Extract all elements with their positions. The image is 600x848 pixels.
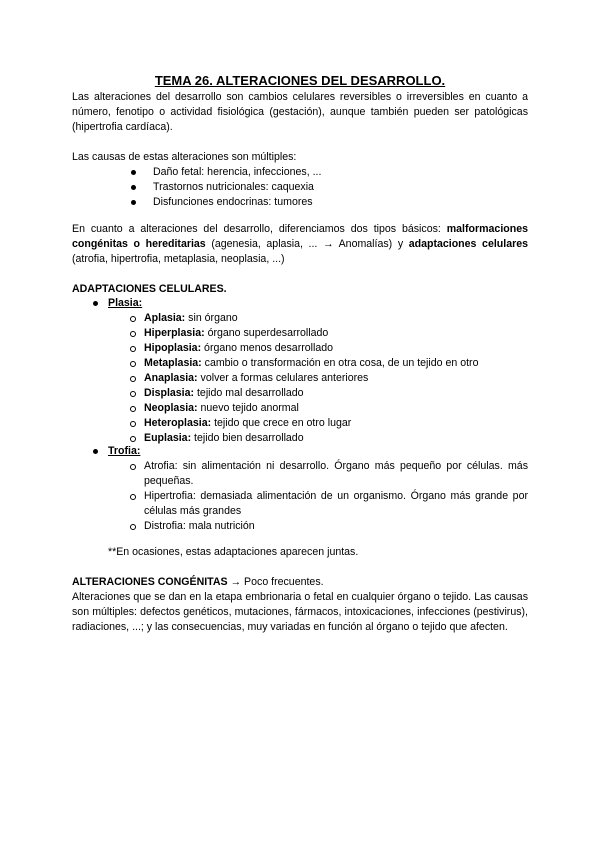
term-label: Hiperplasia: (144, 327, 205, 339)
list-item: Trastornos nutricionales: caquexia (72, 180, 528, 195)
list-item: Plasia: (72, 296, 528, 311)
term-description: órgano menos desarrollado (201, 342, 334, 354)
term-description: tejido mal desarrollado (194, 387, 304, 399)
causes-intro: Las causas de estas alteraciones son múltiples: (72, 151, 297, 163)
intro-paragraph: Las alteraciones del desarrollo son cambios celulares reversibles o irreversibles en cuanto a número, fenotipo o actividad fisiológica (gestación), aunque también pueden ser patológicas (hipertrofia cardíaca). (72, 91, 528, 133)
list-item: Daño fetal: herencia, infecciones, ... (72, 165, 528, 180)
circle-bullet-icon (130, 494, 136, 500)
list-item (72, 341, 528, 356)
term-description: sin órgano (185, 312, 238, 324)
list-item (72, 386, 528, 401)
plasia-section (72, 296, 528, 446)
circle-bullet-icon (130, 421, 136, 427)
section-heading-adaptaciones: ADAPTACIONES CELULARES. (72, 283, 227, 295)
term-label: Heteroplasia: (144, 417, 212, 429)
bold-term: malformaciones congénitas o hereditarias (72, 223, 528, 250)
circle-bullet-icon (130, 316, 136, 322)
term-description: tejido bien desarrollado (191, 432, 304, 444)
circle-bullet-icon (130, 524, 136, 530)
bullet-icon (93, 301, 98, 306)
types-paragraph: En cuanto a alteraciones del desarrollo, diferenciamos dos tipos básicos: malformaciones congénitas o hereditarias (agenesia, aplasia, ... → Anomalías) y adaptaciones celulares (atrofia, hipertrofia, metaplasia, neoplasia, ...) (72, 223, 528, 265)
list-item (72, 416, 528, 431)
list-item: Disfunciones endocrinas: tumores (72, 195, 528, 210)
term-label: Euplasia: (144, 432, 192, 444)
list-item (72, 401, 528, 416)
trofia-section (72, 444, 528, 534)
list-item (72, 371, 528, 386)
term-description: cambio o transformación en otra cosa, de un tejido en otro (201, 357, 479, 369)
list-item: Trofia: (72, 444, 528, 459)
list-item (72, 356, 528, 371)
list-item: Atrofia: sin alimentación ni desarrollo. Órgano más pequeño por células. más pequeñas. (72, 459, 528, 489)
bullet-icon (131, 200, 136, 205)
page-title: TEMA 26. ALTERACIONES DEL DESARROLLO. (154, 73, 446, 88)
term-description: órgano superdesarrollado (204, 327, 329, 339)
bullet-icon (131, 170, 136, 175)
circle-bullet-icon (130, 376, 136, 382)
causes-list (72, 165, 528, 210)
list-item: Hipertrofia: demasiada alimentación de un organismo. Órgano más grande por células más grandes (72, 489, 528, 519)
term-description: tejido que crece en otro lugar (211, 417, 352, 429)
circle-bullet-icon (130, 391, 136, 397)
circle-bullet-icon (130, 346, 136, 352)
term-label: Displasia: (144, 387, 195, 399)
circle-bullet-icon (130, 464, 136, 470)
term-label: Metaplasia: (144, 357, 202, 369)
circle-bullet-icon (130, 436, 136, 442)
term-label: Neoplasia: (144, 402, 198, 414)
circle-bullet-icon (130, 361, 136, 367)
list-item (72, 311, 528, 326)
list-item: Distrofia: mala nutrición (72, 519, 528, 534)
term-label: Aplasia: (144, 312, 186, 324)
bold-term: adaptaciones celulares (408, 238, 528, 250)
term-label: Anaplasia: (144, 372, 198, 384)
bullet-icon (131, 185, 136, 190)
term-description: nuevo tejido anormal (197, 402, 299, 414)
circle-bullet-icon (130, 331, 136, 337)
list-item (72, 326, 528, 341)
term-description: volver a formas celulares anteriores (197, 372, 369, 384)
circle-bullet-icon (130, 406, 136, 412)
bullet-icon (93, 449, 98, 454)
term-label: Hipoplasia: (144, 342, 202, 354)
note-text: **En ocasiones, estas adaptaciones aparecen juntas. (108, 546, 359, 558)
congenitas-paragraph: Alteraciones que se dan en la etapa embrionaria o fetal en cualquier órgano o tejido. Las causas son múltiples: defectos genéticos, mutaciones, fármacos, intoxicaciones, infecciones (pestivirus), radiaciones, ...; y las consecuencias, muy variadas en función al órgano o tejido que afecten. (72, 591, 528, 633)
section-heading-congenitas: ALTERACIONES CONGÉNITAS → Poco frecuentes. (72, 576, 324, 588)
